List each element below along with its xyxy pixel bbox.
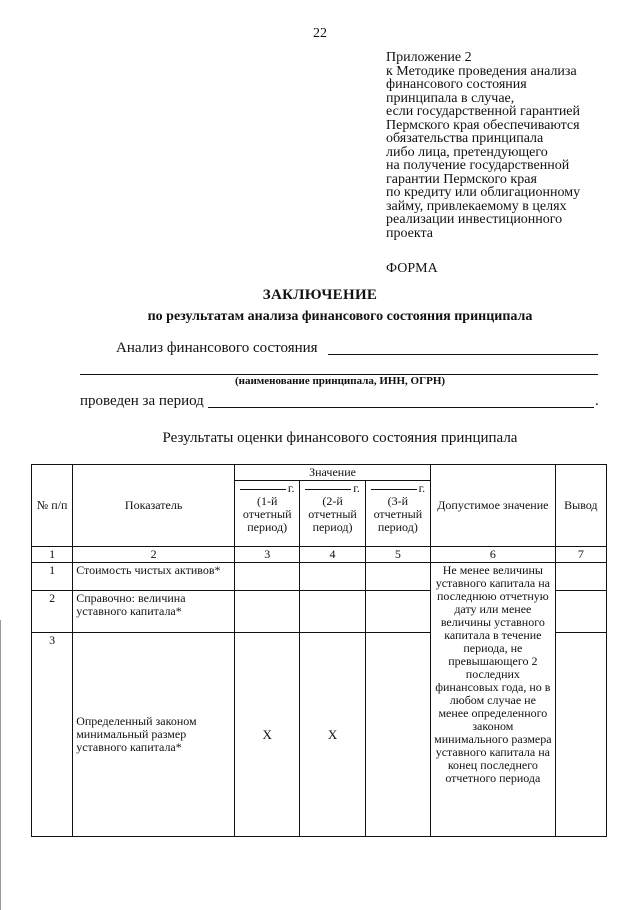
appendix-line: на получение государственной [386,158,570,173]
header-num: № п/п [32,465,73,547]
value-cell[interactable] [235,591,300,633]
conclusion-cell[interactable] [555,563,606,591]
appendix-line: либо лица, претендующего [386,144,548,160]
period-label: (3-й отчетный период) [373,494,423,534]
appendix-note [386,51,616,240]
value-cell[interactable] [235,563,300,591]
row-number: 2 [32,591,73,633]
appendix-line: займу, привлекаемому в целях [386,198,567,214]
column-number: 2 [73,547,235,563]
conclusion-cell[interactable] [555,633,606,837]
header-value-group: Значение [235,465,431,481]
appendix-line: принципала в случае, [386,90,515,106]
year-blank[interactable] [371,488,417,490]
year-suffix: г. [353,481,360,495]
allowed-value: Не менее величины уставного капитала на последнюю отчетную дату или менее величины уставного капитала в течение периода, не превышающего 2 последних финансовых года, но в любом случае не менее определенного законом минимального размера уставного капитала на конец последнего отчетного периода [431,563,556,837]
row-indicator: Стоимость чистых активов* [73,563,235,591]
column-number: 4 [300,547,365,563]
year-blank[interactable] [240,488,286,490]
scan-margin-line [0,620,1,910]
results-title: Результаты оценки финансового состояния принципала [162,430,518,446]
analysis-label: Анализ финансового состояния [116,340,318,356]
column-number: 6 [431,547,556,563]
appendix-line: проекта [386,225,433,241]
appendix-line: Пермского края обеспечиваются [386,117,580,133]
results-table [31,464,607,837]
header-indicator: Показатель [73,465,235,547]
year-blank[interactable] [305,488,351,490]
appendix-line: гарантии Пермского края [386,171,537,187]
value-cell[interactable] [365,633,430,837]
value-cell[interactable] [300,591,365,633]
principal-name-field-line[interactable] [328,354,598,355]
appendix-line: Приложение 2 [386,50,472,65]
row-number: 1 [32,563,73,591]
value-cell-x: X [235,633,300,837]
value-cell[interactable] [300,563,365,591]
period-field-line[interactable] [208,407,594,408]
table-row [32,563,607,591]
period-label: (1-й отчетный период) [242,494,292,534]
appendix-line: если государственной гарантией [386,104,581,119]
value-cell[interactable] [365,591,430,633]
header-period-1 [235,481,300,547]
conclusion-cell[interactable] [555,591,606,633]
row-number: 3 [32,633,73,837]
appendix-line: реализации инвестиционного [386,212,563,227]
document-title: ЗАКЛЮЧЕНИЕ [262,287,378,303]
column-number: 1 [32,547,73,563]
year-suffix: г. [287,481,295,495]
header-conclusion: Вывод [555,465,606,547]
period-label: проведен за период [80,393,204,409]
appendix-line: финансового состояния [386,77,527,92]
header-allowed: Допустимое значение [431,465,556,547]
value-cell[interactable] [365,563,430,591]
header-period-3 [365,481,430,547]
appendix-line: к Методике проведения анализа [386,63,577,79]
year-suffix: г. [418,481,426,495]
principal-hint: (наименование принципала, ИНН, ОГРН) [234,375,446,387]
column-number: 5 [365,547,430,563]
column-number: 3 [235,547,300,563]
column-number: 7 [555,547,606,563]
appendix-line: обязательства принципала [386,131,544,146]
page-number: 22 [313,26,327,41]
header-period-2 [300,481,365,547]
appendix-line: по кредиту или облигационному [386,185,581,200]
document-subtitle: по результатам анализа финансового состояния принципала [147,309,533,324]
column-number-row [32,547,607,563]
period-end-dot: . [595,393,599,409]
period-label: (2-й отчетный период) [308,494,357,534]
row-indicator: Определенный законом минимальный размер уставного капитала* [73,633,235,837]
row-indicator: Справочно: величина уставного капитала* [73,591,235,633]
form-label: ФОРМА [386,261,438,276]
value-cell-x: X [300,633,365,837]
